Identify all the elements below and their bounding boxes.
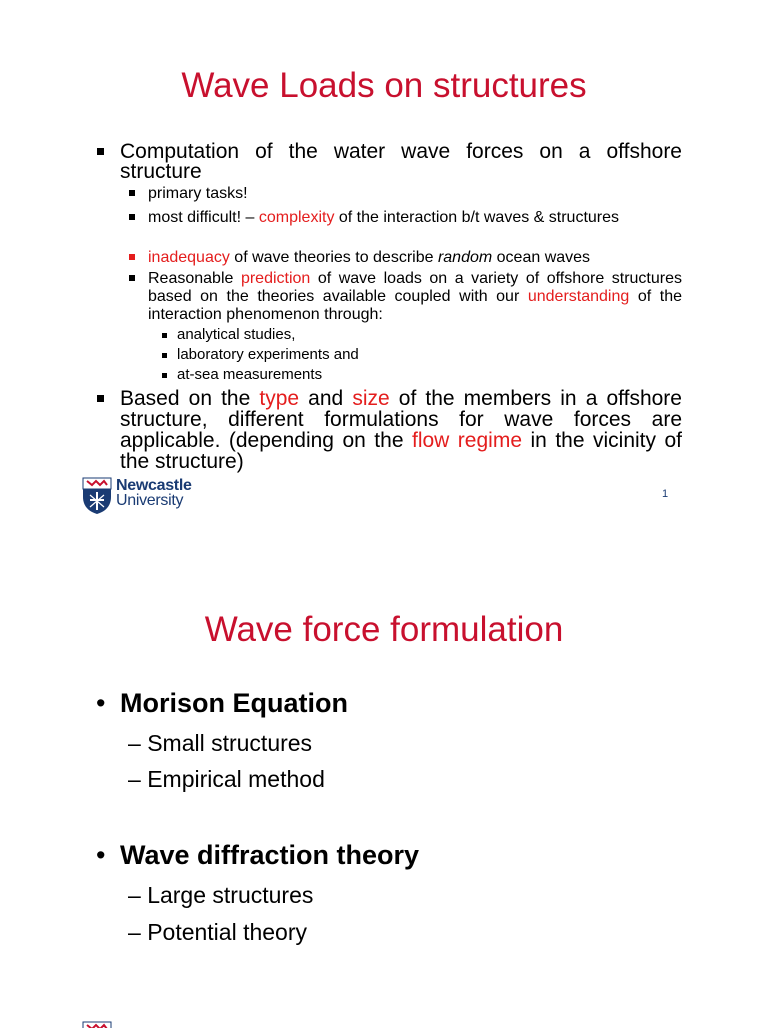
sub-item-text: Large structures (147, 882, 314, 908)
dash: – (128, 766, 141, 792)
slide-title: Wave Loads on structures (181, 66, 587, 105)
sub-item-large-structures (128, 882, 313, 909)
sub-bullet-text: primary tasks! (148, 185, 248, 202)
slide-title: Wave force formulation (204, 610, 564, 649)
sub-bullet-prediction (148, 270, 682, 324)
bullet-label: Wave diffraction theory (120, 840, 420, 870)
shield-icon (82, 477, 112, 515)
dash: – (128, 882, 141, 908)
text-segment: of wave theories to describe (229, 249, 438, 266)
logo-line-newcastle: Newcastle (116, 477, 192, 494)
highlight-inadequacy: inadequacy (148, 249, 230, 266)
bullet-based-on (120, 388, 682, 472)
sub-bullet-primary (148, 185, 682, 203)
text-segment: most difficult! – (148, 209, 259, 226)
bullet-dot: • (96, 840, 106, 870)
subsub-bullet-square (162, 373, 167, 378)
highlight-type: type (259, 387, 300, 410)
slide-2 (0, 540, 768, 1024)
text-segment: of wave loads on a variety of offshore structures based on the theories available coupled with our (148, 270, 682, 305)
bullet-morison (96, 688, 348, 719)
subsub-bullet-at-sea: at-sea measurements (177, 366, 323, 383)
sub-bullet-inadequacy (148, 249, 682, 267)
page-number: 1 (662, 488, 669, 500)
highlight-prediction: prediction (240, 270, 311, 287)
dash: – (128, 919, 141, 945)
subsub-bullet-square (162, 353, 167, 358)
text-segment: Reasonable (148, 270, 241, 287)
bullet-dot: • (96, 688, 106, 718)
highlight-flow-regime: flow regime (411, 429, 523, 452)
newcastle-university-logo-partial (82, 1018, 202, 1028)
highlight-size: size (352, 387, 390, 410)
logo-line-university: University (116, 492, 184, 509)
sub-bullet-square-red (129, 254, 135, 260)
bullet-label: Morison Equation (120, 688, 348, 718)
sub-item-text: Small structures (147, 730, 313, 756)
dash: – (128, 730, 141, 756)
sub-item-text: Potential theory (147, 919, 308, 945)
subsub-bullet-analytical: analytical studies, (177, 326, 296, 343)
bullet-square (97, 148, 104, 155)
sub-bullet-square (129, 190, 135, 196)
newcastle-university-logo (82, 477, 202, 517)
text-segment: of the interaction phenomenon through: (148, 288, 682, 323)
shield-icon (82, 1021, 112, 1028)
sub-bullet-square (129, 275, 135, 281)
bullet-text: Computation of the water wave forces on a offshore structure (120, 140, 682, 183)
sub-item-empirical-method (128, 766, 325, 793)
sub-item-potential-theory (128, 919, 307, 946)
text-segment: and (299, 387, 353, 410)
sub-item-text: Empirical method (147, 766, 325, 792)
subsub-bullet-square (162, 333, 167, 338)
text-segment: Based on the (120, 387, 260, 410)
text-segment: of the interaction b/t waves & structures (334, 209, 620, 226)
bullet-square (97, 395, 104, 402)
subsub-bullet-laboratory: laboratory experiments and (177, 346, 359, 363)
emphasis-random: random (437, 249, 493, 266)
sub-bullet-square (129, 214, 135, 220)
text-segment: of the members in a offshore structure, different formulations for wave forces are applicable. (depending on the (120, 387, 682, 452)
highlight-understanding: understanding (527, 288, 630, 305)
highlight-complexity: complexity (258, 209, 335, 226)
bullet-wave-diffraction (96, 840, 419, 871)
sub-item-small-structures (128, 730, 312, 757)
text-segment: ocean waves (492, 249, 591, 266)
bullet-computation (120, 142, 682, 182)
text-segment: in the vicinity of the structure) (120, 429, 683, 473)
sub-bullet-complexity (148, 209, 682, 227)
